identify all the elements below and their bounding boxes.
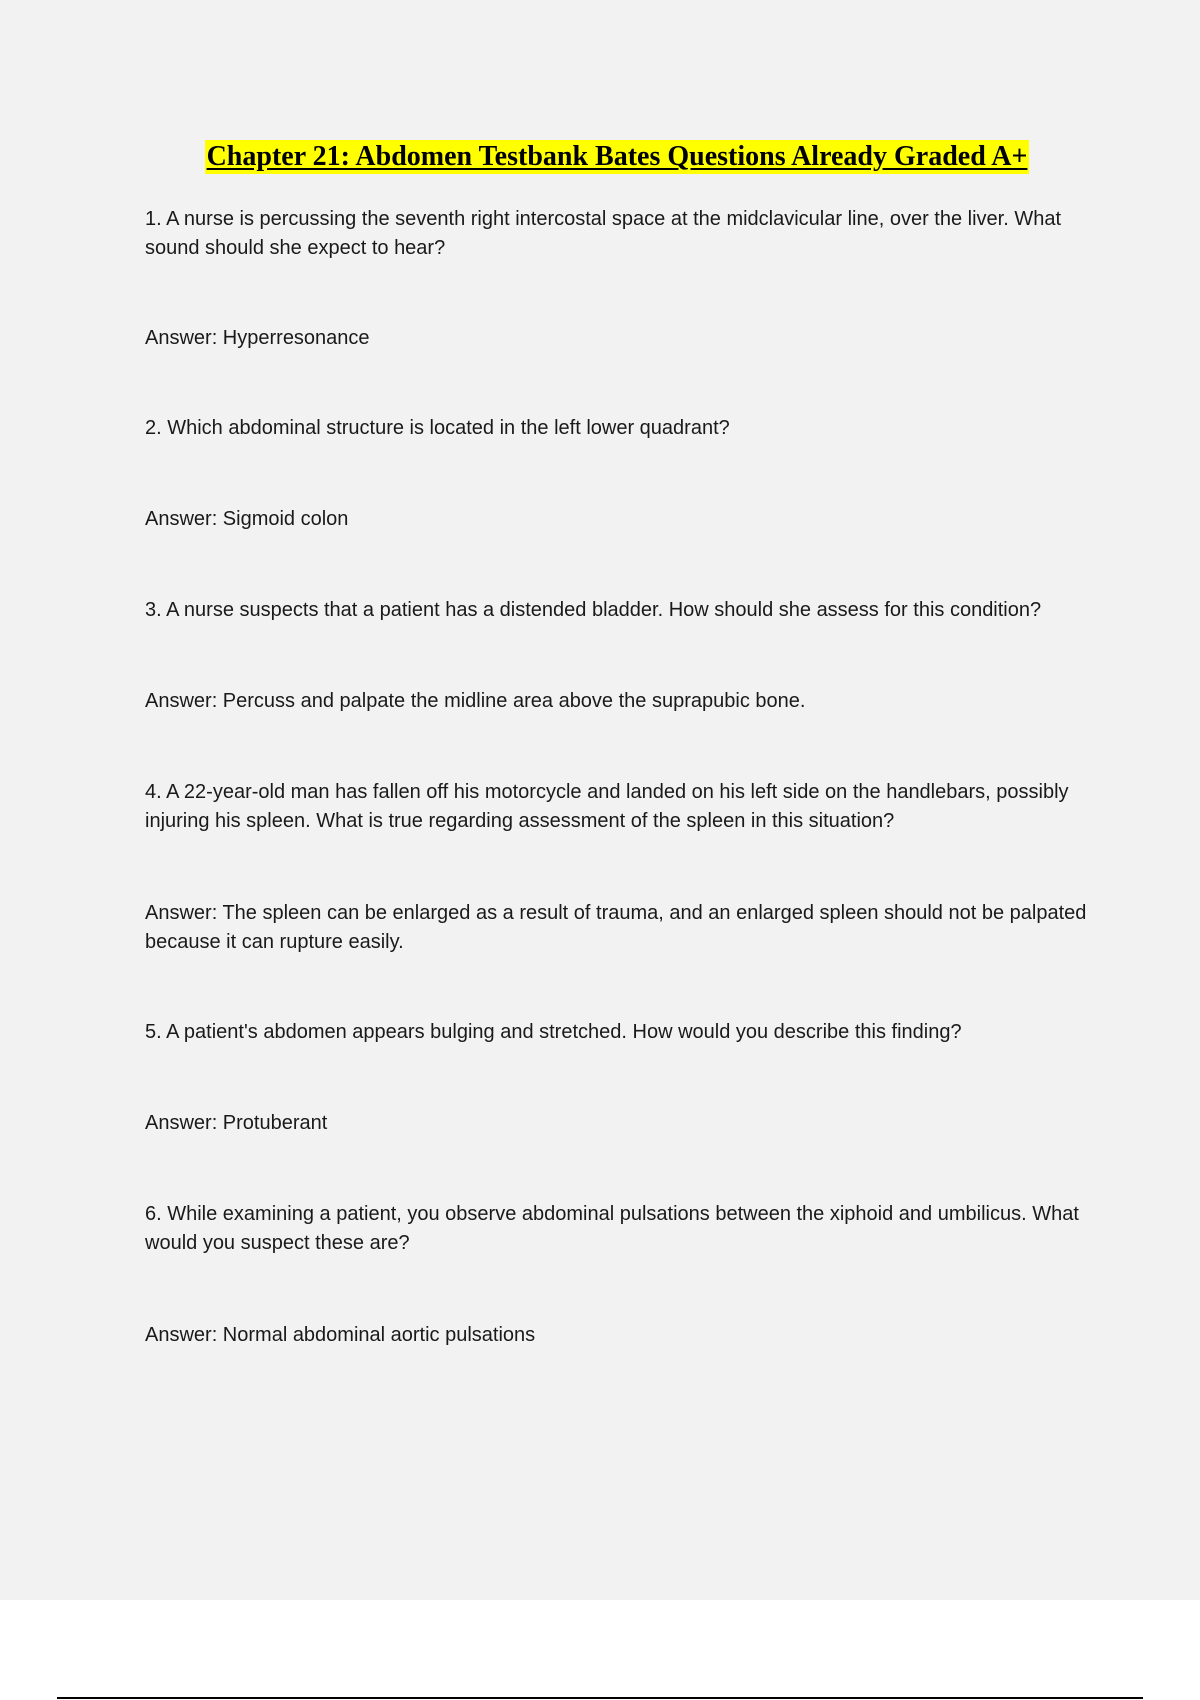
answer-2: Answer: Sigmoid colon xyxy=(145,508,349,530)
question-5: 5. A patient's abdomen appears bulging and stretched. How would you describe this finding? xyxy=(145,1021,962,1043)
answer-1: Answer: Hyperresonance xyxy=(145,327,370,349)
answer-3: Answer: Percuss and palpate the midline area above the suprapubic bone. xyxy=(145,690,806,712)
question-3: 3. A nurse suspects that a patient has a distended bladder. How should she assess for this condition? xyxy=(145,599,1042,621)
title-container xyxy=(0,140,1200,174)
answer-4: Answer: The spleen can be enlarged as a result of trauma, and an enlarged spleen should not be palpated because it can rupture easily. xyxy=(145,902,1087,953)
question-4: 4. A 22-year-old man has fallen off his motorcycle and landed on his left side on the handlebars, possibly injuring his spleen. What is true regarding assessment of the spleen in this situation? xyxy=(145,781,1069,832)
answer-5: Answer: Protuberant xyxy=(145,1112,328,1134)
question-6: 6. While examining a patient, you observe abdominal pulsations between the xiphoid and umbilicus. What would you suspect these are? xyxy=(145,1203,1079,1254)
answer-6: Answer: Normal abdominal aortic pulsations xyxy=(145,1324,536,1346)
question-1: 1. A nurse is percussing the seventh right intercostal space at the midclavicular line, over the liver. What sound should she expect to hear? xyxy=(145,208,1062,259)
question-2: 2. Which abdominal structure is located in the left lower quadrant? xyxy=(145,417,730,439)
document-title: Chapter 21: Abdomen Testbank Bates Questions Already Graded A+ xyxy=(206,141,1028,172)
footer-divider xyxy=(57,1697,1143,1699)
